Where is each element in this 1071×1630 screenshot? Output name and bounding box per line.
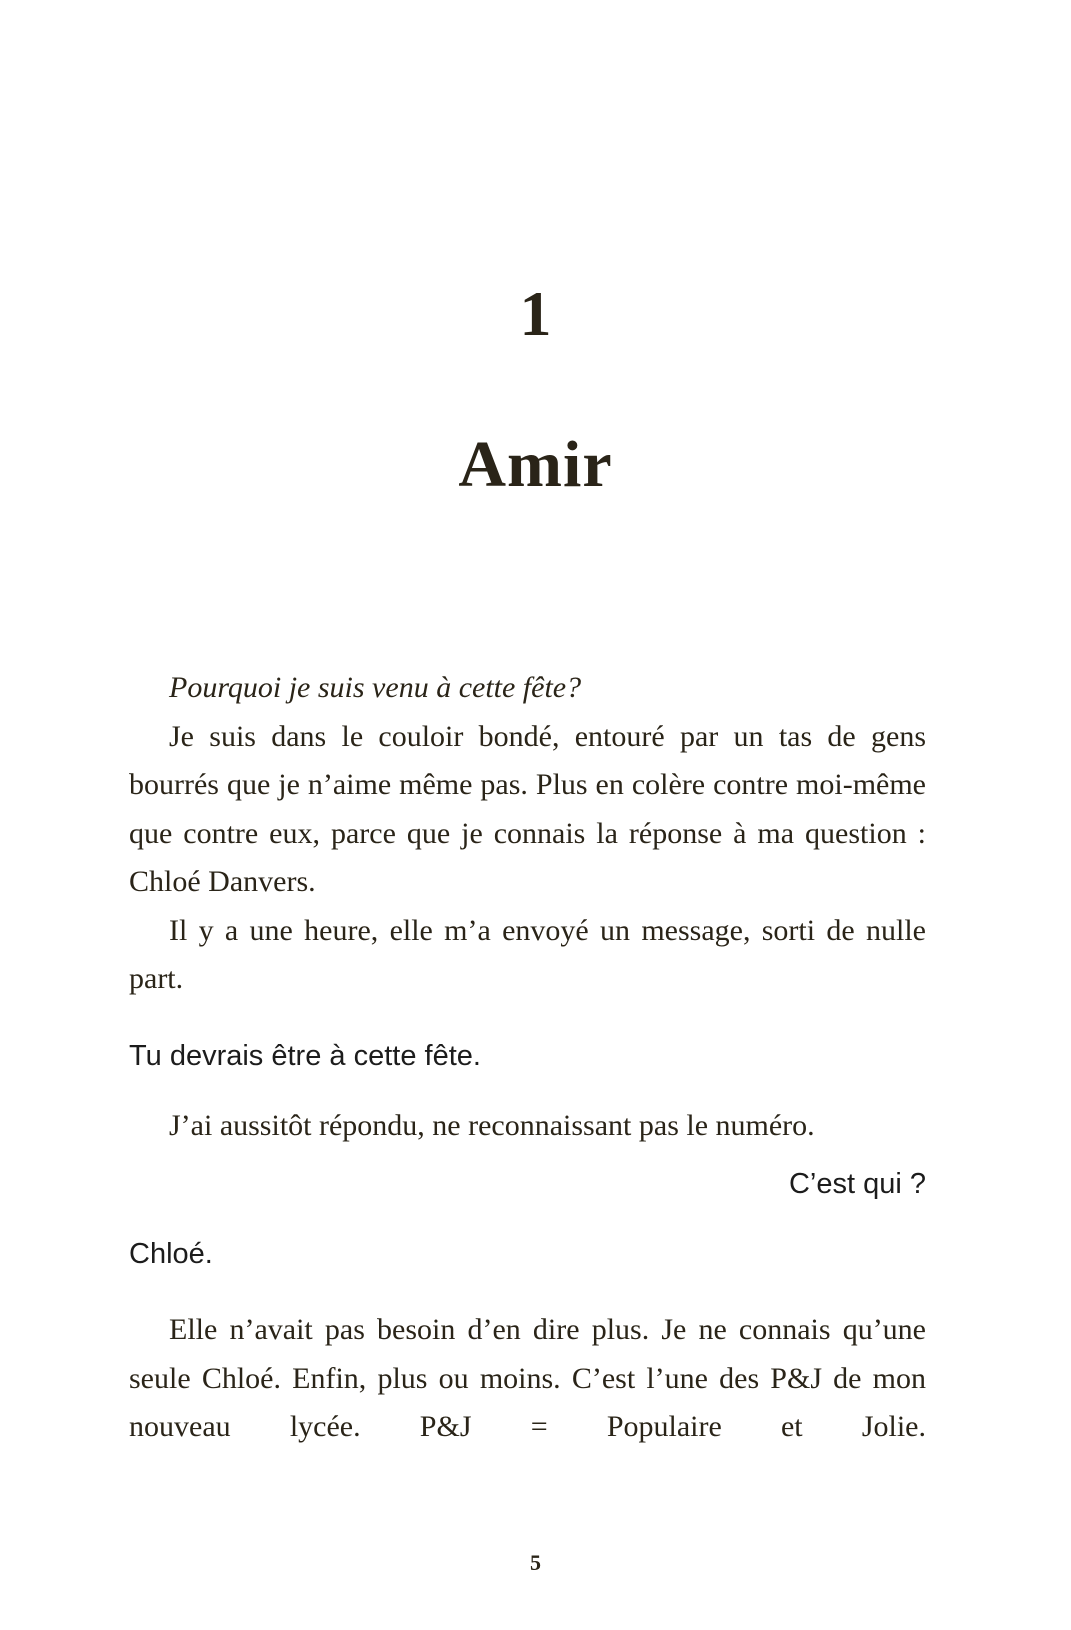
spacer	[129, 1150, 926, 1160]
paragraph-chloe: Elle n’avait pas besoin d’en dire plus. Je ne connais qu’une seule Chloé. Enfin, plus ou moins. C’est l’une des P&J de mon nouveau lycée. P&J = Populaire et Jolie.	[129, 1313, 926, 1443]
page-number: 5	[530, 1550, 541, 1575]
paragraph-message-received: Il y a une heure, elle m’a envoyé un message, sorti de nulle part.	[129, 913, 926, 995]
chapter-number: 1	[519, 278, 552, 349]
paragraph-corridor: Je suis dans le couloir bondé, entouré par un tas de gens bourrés que je n’aime même pas. Plus en colère contre moi-même que contre eux, parce que je connais la réponse à ma question : Chloé Danvers.	[129, 719, 926, 898]
paragraph-reply: J’ai aussitôt répondu, ne reconnaissant pas le numéro.	[169, 1108, 815, 1142]
opening-thought: Pourquoi je suis venu à cette fête?	[169, 671, 582, 704]
spacer	[129, 1208, 926, 1230]
text-message-received: Tu devrais être à cette fête.	[129, 1039, 481, 1072]
chapter-body	[129, 664, 926, 1452]
text-message-received-name: Chloé.	[129, 1238, 213, 1270]
chapter-title: Amir	[458, 428, 613, 501]
spacer	[129, 1080, 926, 1102]
spacer	[129, 1278, 926, 1306]
text-message-sent: C’est qui ?	[788, 1168, 926, 1200]
spacer	[129, 1004, 926, 1032]
